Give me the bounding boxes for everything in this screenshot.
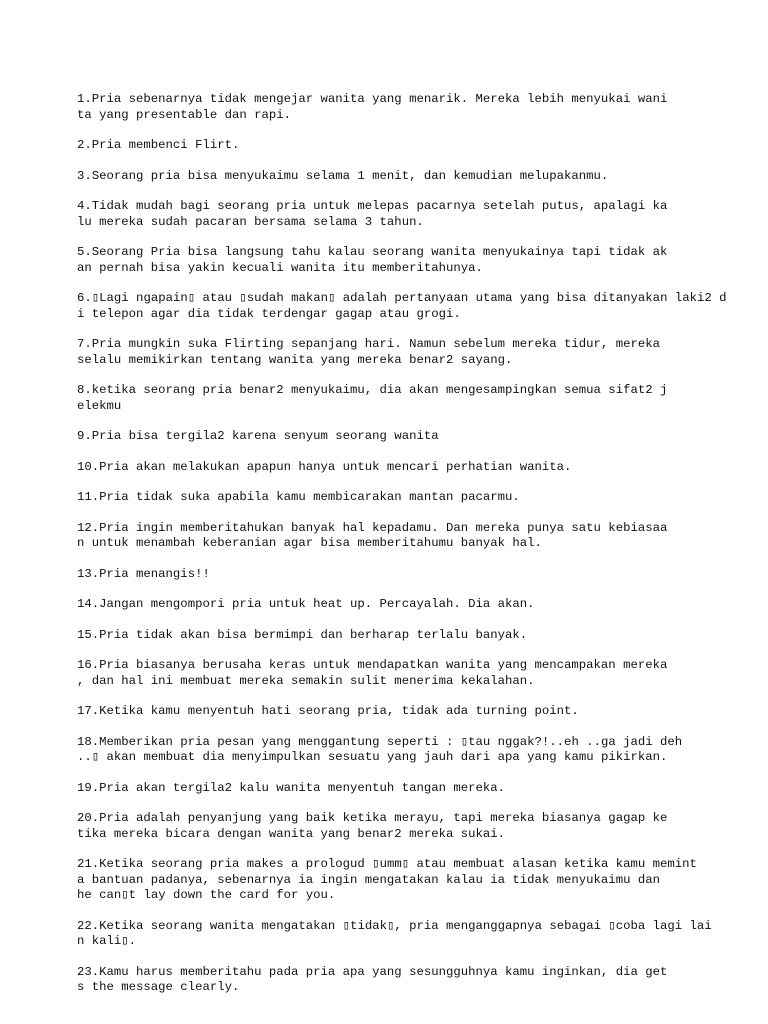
list-item-line: an pernah bisa yakin kecuali wanita itu memberitahunya. [77,260,483,275]
list-item-line: s the message clearly. [77,980,240,994]
list-item-line: 13.Pria menangis!! [77,566,210,581]
list-item [77,919,762,950]
list-item-line: lu mereka sudah pacaran bersama selama 3 tahun. [77,214,424,229]
list-item-line: i telepon agar dia tidak terdengar gagap atau grogi. [77,306,461,321]
list-item-line: , dan hal ini membuat mereka semakin sulit menerima kekalahan. [77,673,535,688]
tips-list [77,92,762,1011]
list-item-line: 12.Pria ingin memberitahukan banyak hal kepadamu. Dan mereka punya satu kebiasaa [77,520,668,535]
list-item-line: n kali▯. [77,934,137,948]
list-item [77,245,762,276]
list-item-line: ta yang presentable dan rapi. [77,107,292,122]
list-item-line: 1.Pria sebenarnya tidak mengejar wanita yang menarik. Mereka lebih menyukai wani [77,92,668,106]
list-item-line: 2.Pria membenci Flirt. [77,138,240,152]
list-item-line: 20.Pria adalah penyanjung yang baik ketika merayu, tapi mereka biasanya gagap ke [77,811,668,825]
list-item-line: 7.Pria mungkin suka Flirting sepanjang hari. Namun sebelum mereka tidur, mereka [77,337,660,351]
list-item-line: elekmu [77,398,122,413]
list-item-line: 6.▯Lagi ngapain▯ atau ▯sudah makan▯ adalah pertanyaan utama yang bisa ditanyakan laki2 d [77,291,727,305]
list-item [77,291,762,322]
list-item [77,781,762,797]
list-item [77,857,762,904]
list-item [77,460,762,476]
list-item-line: selalu memikirkan tentang wanita yang mereka benar2 sayang. [77,352,513,367]
list-item [77,169,762,185]
list-item-line: 4.Tidak mudah bagi seorang pria untuk melepas pacarnya setelah putus, apalagi ka [77,199,668,213]
list-item [77,704,762,720]
list-item-line: 5.Seorang Pria bisa langsung tahu kalau seorang wanita menyukainya tapi tidak ak [77,245,668,259]
list-item [77,735,762,766]
list-item [77,597,762,613]
list-item-line: he can▯t lay down the card for you. [77,888,336,902]
list-item [77,92,762,123]
list-item-line: 15.Pria tidak akan bisa bermimpi dan berharap terlalu banyak. [77,627,528,642]
list-item [77,138,762,154]
list-item-line: 8.ketika seorang pria benar2 menyukaimu, dia akan mengesampingkan semua sifat2 j [77,383,668,397]
list-item [77,811,762,842]
list-item-line: 16.Pria biasanya berusaha keras untuk mendapatkan wanita yang mencampakan mereka [77,658,668,672]
list-item-line: tika mereka bicara dengan wanita yang benar2 mereka sukai. [77,826,506,841]
list-item-line: a bantuan padanya, sebenarnya ia ingin mengatakan kalau ia tidak menyukaimu dan [77,872,660,887]
list-item [77,429,762,445]
list-item-line: 17.Ketika kamu menyentuh hati seorang pria, tidak ada turning point. [77,704,579,718]
list-item [77,965,762,996]
list-item-line: 22.Ketika seorang wanita mengatakan ▯tidak▯, pria menganggapnya sebagai ▯coba lagi lai [77,918,712,933]
list-item-line: 18.Memberikan pria pesan yang menggantung seperti : ▯tau nggak?!..eh ..ga jadi deh [77,734,683,749]
list-item-line: 3.Seorang pria bisa menyukaimu selama 1 menit, dan kemudian melupakanmu. [77,168,609,183]
list-item-line: n untuk menambah keberanian agar bisa memberitahumu banyak hal. [77,536,542,550]
list-item [77,567,762,583]
list-item-line: 19.Pria akan tergila2 kalu wanita menyentuh tangan mereka. [77,780,506,795]
list-item-line: 14.Jangan mengompori pria untuk heat up. Percayalah. Dia akan. [77,597,535,611]
list-item-line: 21.Ketika seorang pria makes a prologud ▯umm▯ atau membuat alasan ketika kamu memint [77,857,697,871]
list-item [77,199,762,230]
list-item-line: ..▯ akan membuat dia menyimpulkan sesuatu yang jauh dari apa yang kamu pikirkan. [77,750,668,764]
list-item [77,521,762,552]
list-item-line: 11.Pria tidak suka apabila kamu membicarakan mantan pacarmu. [77,490,520,504]
list-item-line: 23.Kamu harus memberitahu pada pria apa yang sesungguhnya kamu inginkan, dia get [77,964,668,979]
list-item-line: 10.Pria akan melakukan apapun hanya untuk mencari perhatian wanita. [77,459,572,474]
list-item-line: 9.Pria bisa tergila2 karena senyum seorang wanita [77,429,439,443]
list-item [77,337,762,368]
list-item [77,658,762,689]
list-item [77,490,762,506]
list-item [77,628,762,644]
list-item [77,383,762,414]
